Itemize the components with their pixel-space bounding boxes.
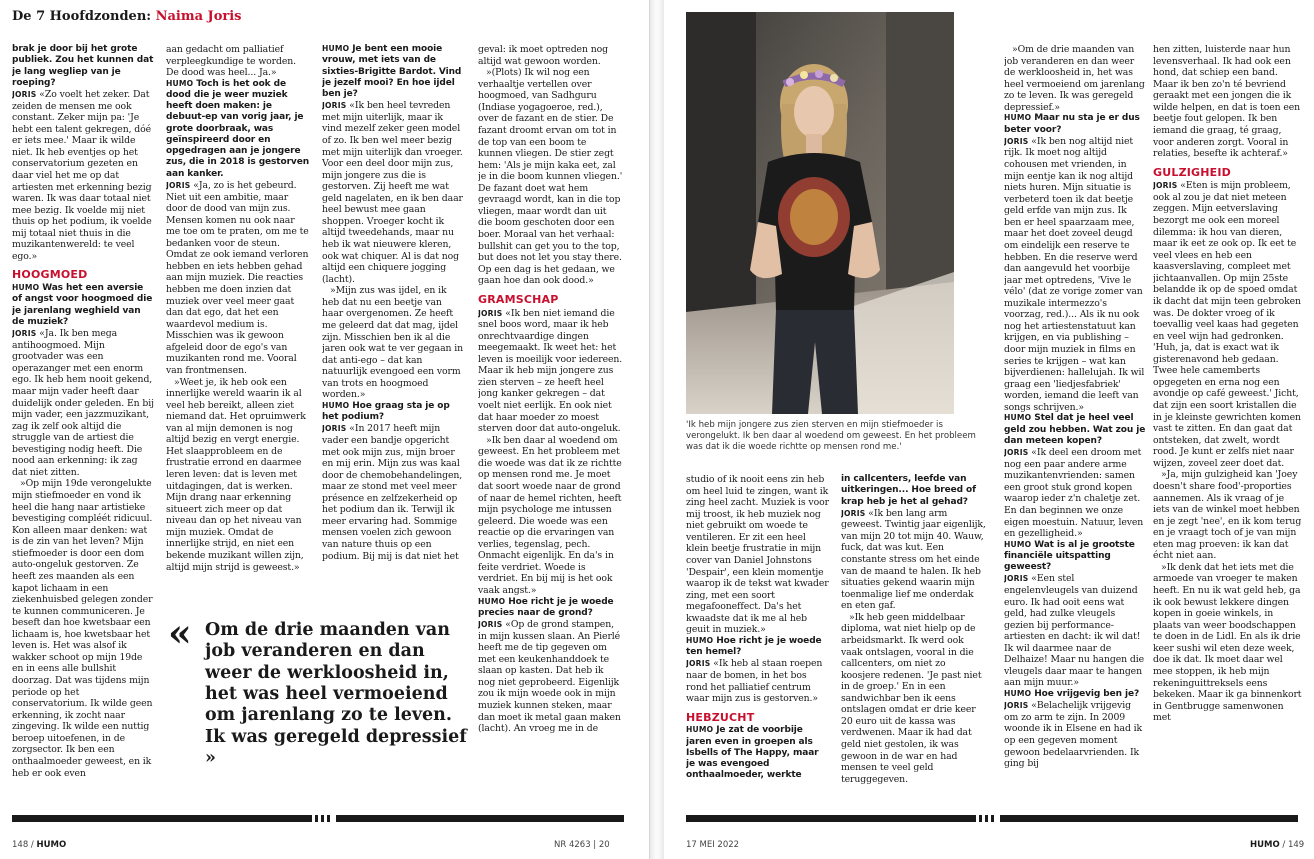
speaker-label: JORIS [478, 308, 506, 318]
body-paragraph [841, 612, 987, 785]
header-name: Naima Joris [155, 9, 242, 24]
body-paragraph [12, 478, 154, 779]
speaker-label: JORIS [322, 424, 350, 434]
paragraph-text: «Op de grond stampen, in mijn kussen slaan. An Pierlé heeft me de tip gegeven om met een keukenhanddoek te slaan op kasten. Dat heb ik nog niet geprobeerd. Eigenlijk zou ik mijn woede ook in mijn muziek kunnen steken, maar dan moet ik metal gaan maken (lacht). An vroeg me in de [478, 619, 621, 735]
body-paragraph [322, 100, 465, 285]
folio-page-number: 148 / [12, 840, 37, 850]
folio-issue-text: NR 4263 | 20 [554, 840, 610, 850]
pullquote [205, 620, 473, 769]
body-paragraph [478, 619, 623, 735]
speaker-label: JORIS [1004, 136, 1032, 146]
interview-question [166, 79, 309, 180]
speaker-label: HUMO [1004, 413, 1035, 423]
text-column-2 [166, 44, 309, 604]
speaker-label: JORIS [1004, 448, 1032, 458]
paragraph-text: »Ik ben daar al woedend om geweest. En het probleem met die woede was dat ik ze richtte op mensen rond me. Je moet dat soort woede naar de grond of naar de hemel richten, heeft mijn psychologe me intussen geleerd. Die woede was een reactie op die ervaringen van verlies, tegenslag, pech. Onmacht eigenlijk. En da's in feite verdriet. Woede is verdriet. En bij mij is het ook vaak angst.» [478, 434, 622, 596]
text-column-1 [12, 44, 154, 812]
paragraph-text: «Ik deel een droom met nog een paar andere arme muzikantenvrienden: samen een groot stuk grond kopen waarop ieder z'n chaletje zet. En dan beginnen we onze eigen moestuin. Natuur, leven en gezelligheid.» [1004, 447, 1144, 540]
folio-date-text: 17 MEI 2022 [686, 840, 740, 850]
speaker-label: JORIS [1153, 181, 1181, 191]
body-paragraph [1153, 180, 1303, 469]
speaker-label: HUMO [686, 725, 717, 735]
paragraph-text: Was het een aversie of angst voor hoogmoed die je jarenlang weghield van de muziek? [12, 283, 153, 327]
interview-question [686, 636, 829, 659]
text-column-5 [1004, 44, 1146, 812]
folio-issue [554, 840, 610, 850]
speaker-label: JORIS [1004, 701, 1032, 711]
speaker-label: JORIS [841, 508, 869, 518]
paragraph-text: «Een stel engelenvleugels van duizend euro. Ik had ooit eens wat geld, had zulke vleugels gezien bij performance-artiesten en dacht: ik wil dat! Ik wil daarmee naar de Delhaize! Maar nu hangen die vleugels daar maar te hangen aan mijn muur.» [1004, 573, 1144, 689]
speaker-label: HUMO [686, 635, 717, 645]
paragraph-text: Je bent een mooie vrouw, met iets van de sixties-Brigitte Bardot. Vind je jezelf mooi? En hoe ijdel ben je? [322, 44, 462, 99]
paragraph-text: Wat is al je grootste financiële uitspatting geweest? [1004, 539, 1135, 573]
paragraph-text: Hoe richt je je woede precies naar de grond? [478, 596, 614, 618]
interview-question [1004, 689, 1146, 700]
paragraph-text: »Om de drie maanden van job veranderen en dan weer de werkloosheid in, het was heel vermoeiend om jarenlang zo te leven. Ik was geregeld depressief.» [1004, 44, 1145, 113]
speaker-label: HUMO [322, 44, 353, 53]
interview-question [322, 44, 465, 100]
interview-question [1004, 113, 1146, 136]
body-paragraph [1153, 562, 1303, 724]
paragraph-text: Hoe vrijgevig ben je? [1034, 689, 1140, 699]
speaker-label: JORIS [166, 180, 194, 190]
text-column-8 [841, 474, 987, 812]
body-paragraph [322, 285, 465, 401]
portrait-photo [686, 12, 954, 414]
speaker-label: HUMO [1004, 113, 1035, 123]
body-paragraph [478, 435, 623, 597]
paragraph-text: Stel dat je heel veel geld zou hebben. Wat zou je dan meteen kopen? [1004, 413, 1146, 446]
folio-date [686, 840, 739, 850]
paragraph-text: «Zo voelt het zeker. Dat zeiden de mensen me ook constant. Zeker mijn pa: 'Je hebt een talent gekregen, dóé er iets mee.' Maar ik wilde niet. Ik heb eventjes op het conservatorium gezeten en daar viel het me op dat artiesten met erkenning bezig waren. Ik was daar totaal niet mee bezig. Ik voelde mij niet thuis op het podium, ik voelde mij totaal niet thuis in die muzikantenwereld: te veel ego.» [12, 89, 152, 262]
folio-right [1250, 840, 1304, 850]
left-page [0, 0, 650, 859]
page-gutter [650, 0, 664, 859]
portrait-illustration [686, 12, 954, 414]
body-paragraph [1004, 44, 1146, 113]
paragraph-text: in callcenters, leefde van uitkeringen... Hoe breed of krap heb je het al gehad? [841, 474, 976, 507]
interview-question [322, 401, 465, 424]
body-paragraph [686, 474, 829, 636]
interview-question [686, 725, 829, 781]
paragraph-text: »Ik heb geen middelbaar diploma, wat niet hielp op de arbeidsmarkt. Ik werd ook vaak ontslagen, vooral in die callcenters, om niet zo koosjere redenen. 'Je past niet in de groep.' En in een sandwichbar ben ik eens ontslagen omdat er drie keer 20 euro uit de kassa was verdwenen. Maar ik had dat geld niet gestolen, ik was gewoon in de war en had mensen te veel geld teruggegeven. [841, 611, 982, 785]
body-paragraph [166, 44, 309, 79]
interview-question [841, 474, 987, 508]
interview-question [1004, 540, 1146, 574]
pullquote-mark: « [168, 610, 192, 655]
paragraph-text: »Weet je, ik heb ook een innerlijke wereld waarin ik al veel heb bereikt, alleen ziet niemand dat. Het opruimwerk van al mijn demonen is nog altijd bezig en vergt energie. Het slaapprobleem en de frustratie errond en daarmee leren leven: dat is leven met uitdagingen, dat is werken. Mijn drang naar erkenning situeert zich meer op dat niveau dan op het niveau van mijn muziek. Omdat de innerlijke strijd, en niet een bekende muzikant willen zijn, altijd mijn strijd is geweest.» [166, 376, 306, 573]
pullquote-text: Om de drie maanden van job veranderen en dan weer de werkloosheid in, het was heel vermoeiend om jarenlang zo te leven. Ik was geregeld depressief » [205, 620, 467, 769]
body-paragraph [686, 658, 829, 704]
section-heading: GRAMSCHAP [478, 292, 559, 306]
text-column-7 [686, 474, 829, 812]
paragraph-text: «Eten is mijn probleem, ook al zou je dat niet meteen zeggen. Mijn eetverslaving bezorgt me ook een moreel dilemma: ik hou van dieren, maar ik eet ze ook op. Ik eet te veel vlees en heb een kaasverslaving, compleet met jichtaanvallen. Op mijn 25ste belandde ik op de spoed omdat ik dacht dat mijn teen gebroken was. De dokter vroeg of ik toevallig veel kaas had gegeten en veel wijn had gedronken. 'Huh, ja, dat is exact wat ik gisterenavond heb gedaan. Twee hele camemberts opgegeten en erna nog een avondje op café geweest.' Jicht, dat zijn een soort kristallen die in je kleinste gewrichten komen vast te zitten. En dan gaat dat ontsteken, dat zwelt, wordt rood. Je kunt er zelfs niet naar wijzen, zoveel zeer doet dat. [1153, 180, 1301, 469]
body-paragraph [322, 423, 465, 562]
speaker-label: JORIS [1004, 574, 1032, 584]
body-paragraph [166, 377, 309, 574]
section-heading: HEBZUCHT [686, 710, 755, 724]
body-paragraph [12, 328, 154, 478]
paragraph-text: aan gedacht om palliatief verpleegkundige te worden. De dood was heel... Ja.» [166, 44, 297, 79]
speaker-label: JORIS [12, 90, 40, 99]
body-paragraph [478, 308, 623, 435]
paragraph-text: «Ik ben lang arm geweest. Twintig jaar eigenlijk, van mijn 20 tot mijn 40. Wauw, fuck, dat was kut. Een constante stress om het einde van de maand te halen. Ik heb situaties gekend waarin mijn toenmalige lief me onderdak en eten gaf. [841, 507, 986, 612]
speaker-label: JORIS [686, 659, 714, 669]
body-paragraph [478, 44, 623, 67]
speaker-label: JORIS [322, 101, 350, 111]
footer-rule [12, 815, 624, 822]
speaker-label: JORIS [12, 329, 40, 339]
paragraph-text: brak je door bij het grote publiek. Zou het kunnen dat je lang wegliep van je roeping? [12, 44, 154, 88]
paragraph-text: «Ik ben niet iemand die snel boos word, maar ik heb onrechtvaardige dingen meegemaakt. Ik weet het: het leven is moeilijk voor iedereen. Maar ik heb mijn jongere zus zien sterven – ze heeft heel jong kanker gekregen – dat voelt niet eerlijk. En ook niet dat haar moeder zo moest sterven door dat auto-ongeluk. [478, 307, 623, 435]
body-paragraph [478, 67, 623, 287]
section-heading: HOOGMOED [12, 268, 88, 282]
paragraph-text: »Ja, mijn gulzigheid kan 'Joey doesn't share food'-proporties aannemen. Als ik vraag of je iets van de winkel moet hebben en je zegt 'nee', en ik kom terug en je vraagt toch of je van mijn eten mag proeven: ik kan dat écht niet aan. [1153, 469, 1302, 562]
speaker-label: HUMO [166, 78, 197, 88]
paragraph-text: «Ja, zo is het gebeurd. Niet uit een ambitie, maar door de dood van mijn zus. Mensen komen nu ook naar me toe om te praten, om me te bedanken voor de steun. Omdat ze ook iemand verloren hebben en iets hebben gehad aan mijn muziek. Die reacties hebben me doen inzien dat muziek over veel meer gaat dan dat ego, dat het een waardevol medium is. Misschien was ik gewoon afgeleid door de ego's van muzikanten rond me. Vooral van frontmensen. [166, 179, 309, 376]
interview-question [12, 283, 154, 328]
body-paragraph [1004, 573, 1146, 689]
paragraph-text: »Ik denk dat het iets met die armoede van vroeger te maken heeft. En nu ik wat geld heb, ga ik ook bewust lekkere dingen kopen in goeie winkels, in plaats van weer boodschappen te doen in de Lidl. En als ik drie keer sushi wil eten deze week, doe ik dat. Ik moet daar wel mee stoppen, ik heb mijn rekeninguittreksels eens bekeken. Maar ik ga binnenkort in Gentbrugge samenwonen met [1153, 561, 1302, 724]
folio-page-number-right: / 149 [1279, 840, 1305, 850]
paragraph-text: »Mijn zus was ijdel, en ik heb dat nu een beetje van haar overgenomen. Ze heeft me geleerd dat dat mag, ijdel zijn. Misschien ben ik al die jaren ook wat te ver gegaan in dat anti-ego – dat kan natuurlijk evengoed een vorm van trots en hoogmoed worden.» [322, 285, 464, 401]
paragraph-text: Je zat de voorbije jaren even in groepen als Isbells of The Happy, maar je was evengoed onthaalmoeder, werkte [686, 725, 819, 781]
paragraph-text: Maar nu sta je er dus beter voor? [1004, 113, 1140, 135]
paragraph-text: «Ja. Ik ben mega antihoogmoed. Mijn grootvader was een operazanger met een enorm ego. Ik heb hem nooit gekend, maar mijn vader heeft daar duidelijk onder geleden. En bij mijn vader, een jazzmuzikant, zag ik zelf ook altijd die struggle van de artiest die bevestiging nodig heeft. Die nood aan erkenning: ik zag dat niet zitten. [12, 328, 154, 478]
interview-question [1004, 413, 1146, 447]
text-column-3 [322, 44, 465, 604]
paragraph-text: «Ik ben nog altijd niet rijk. Ik moet nog altijd cohousen met vrienden, in mijn eentje kan ik nog altijd niets huren. Mijn situatie is verbeterd toen ik dat beetje geld erfde van mijn zus. Ik ben er heel spaarzaam mee, maar het doet zoveel deugd om eindelijk een reserve te hebben. En die reserve werd dan aangevuld het voorbije jaar met optredens, 'Vive le vélo' (dat ze vorige zomer van muzikale intermezzo's voorzag, red.)... Als ik nu ook nog het artiestenstatuut kan krijgen, en via publishing – door mijn muziek in films en series te krijgen – wat kan bijverdienen: hallelujah. Ik wil graag een 'liedjesfabriek' worden, iemand die leeft van songs schrijven.» [1004, 135, 1145, 413]
interview-question [12, 44, 154, 89]
body-paragraph [1004, 447, 1146, 540]
text-column-6 [1153, 44, 1303, 812]
paragraph-text: »Op mijn 19de verongelukte mijn stiefmoeder en vond ik heel die hang naar artistieke bevestiging compléét ridicuul. Kon alleen maar denken: wat is de zin van het leven? Mijn stiefmoeder is door een dom auto-ongeluk gestorven. Ze heeft zes maanden als een kapot lichaam in een ziekenhuisbed gelegen zonder te kunnen communiceren. Je beseft dan hoe kwetsbaar een lichaam is, hoe kwetsbaar het leven is. Het was alsof ik wakker schoot op mijn 19de en in eens alle bullshit doorzag. Dat was tijdens mijn periode op het conservatorium. Ik wilde geen erkenning, ik zocht naar zingeving. Ik wilde een nuttig beroep uitoefenen, in de zorgsector. Ik ben een onthaalmoeder geweest, en ik heb er ook even [12, 478, 153, 779]
paragraph-text: «Ik ben heel tevreden met mijn uiterlijk, maar ik vind mezelf zeker geen model of zo. Ik ben wel meer bezig met mijn uiterlijk dan vroeger. Voor een deel door mijn zus, mijn jongere zus die is gestorven. Zij heeft me wat geld nagelaten, en ik ben daar heel bewust mee gaan shoppen. Vroeger kocht ik altijd tweedehands, maar nu heb ik wat nieuwere kleren, ook wat chiquer. Al is dat nog altijd een chiquere jogging (lacht). [322, 100, 463, 285]
speaker-label: HUMO [478, 596, 509, 606]
body-paragraph [1004, 700, 1146, 769]
paragraph-text: «In 2017 heeft mijn vader een bandje opgericht met ook mijn zus, mijn broer en mij erin. Mijn zus was kaal door de chemobehandelingen, maar ze stond met veel meer présence en zelfzekerheid op het podium dan ik. Terwijl ik meer ervaring had. Sommige mensen voelen zich gewoon van nature thuis op een podium. Bij mij is dat niet het [322, 423, 463, 562]
body-paragraph [1153, 469, 1303, 562]
folio-brand-right: HUMO [1250, 840, 1280, 850]
section-header [12, 9, 241, 24]
body-paragraph [166, 180, 309, 377]
body-paragraph [841, 508, 987, 612]
speaker-label: HUMO [1004, 689, 1035, 698]
paragraph-text: «Belachelijk vrijgevig om zo arm te zijn. In 2009 woonde ik in Elsene en had ik op een gegeven moment gewoon bedelaarvrienden. Ik ging bij [1004, 700, 1143, 770]
photo-caption: 'Ik heb mijn jongere zus zien sterven en mijn stiefmoeder is verongelukt. Ik ben daar al woedend om geweest. En het probleem was dat ik die woede richtte op mensen rond me.' [686, 420, 976, 452]
body-paragraph [1004, 136, 1146, 414]
paragraph-text: geval: ik moet optreden nog altijd wat gewoon worden. [478, 44, 608, 67]
paragraph-text: Toch is het ook de dood die je weer muziek heeft doen maken: je debuut-ep van vorig jaar, je grote doorbraak, was geïnspireerd door en opgedragen aan je jongere zus, die in 2018 is gestorven aan kanker. [166, 78, 309, 179]
paragraph-text: »(Plots) Ik wil nog een verhaaltje vertellen over hoogmoed, van Sadhguru (Indiase yogagoeroe, red.), over de fazant en de stier. De fazant droomt ervan om tot in de top van een boom te kunnen vliegen. De stier zegt hem: 'Als je mijn kaka eet, zal je in die boom kunnen vliegen.' De fazant doet wat hem gevraagd wordt, kan in die top vliegen, maar wordt dan uit die boom geschoten door een boer. Moraal van het verhaal: bullshit can get you to the top, but does not let you stay there. Op een dag is het gedaan, we gaan hoe dan ook dood.» [478, 67, 623, 287]
text-column-4 [478, 44, 623, 812]
folio-left [12, 840, 66, 850]
paragraph-text: «Ik heb al staan roepen naar de bomen, in het bos rond het palliatief centrum waar mijn zus is gestorven.» [686, 658, 823, 705]
body-paragraph [1153, 44, 1303, 160]
speaker-label: HUMO [1004, 539, 1035, 549]
paragraph-text: studio of ik nooit eens zin heb om heel luid te zingen, want ik zing heel zacht. Muziek is voor mij troost, ik heb muziek nog niet gebruikt om woede te ventileren. Er zit een heel klein beetje frustratie in mijn cover van Daniel Johnstons 'Despair', een klein momentje waarop ik de tekst wat kwader zing, met een soort megafooneffect. Da's het kwaadste dat ik me al heb geuit in muziek.» [686, 474, 829, 636]
folio-brand: HUMO [36, 840, 67, 850]
footer-rule-right [686, 815, 1298, 822]
speaker-label: HUMO [12, 283, 43, 293]
paragraph-text: Hoe graag sta je op het podium? [322, 400, 450, 423]
speaker-label: HUMO [322, 400, 353, 410]
speaker-label: JORIS [478, 620, 506, 630]
paragraph-text: Hoe richt je je woede ten hemel? [686, 635, 822, 658]
section-heading: GULZIGHEID [1153, 165, 1232, 179]
paragraph-text: hen zitten, luisterde naar hun levensverhaal. Ik had ook een hond, dat schiep een band. Maar ik ben zo'n té bevriend geraakt met een jongen die ik wilde helpen, en dat is toen een beetje fout gelopen. Ik ben iemand die graag, té graag, voor anderen zorgt. Vooral in relaties, besefte ik achteraf.» [1153, 44, 1301, 160]
header-prefix: De 7 Hoofdzonden: [12, 9, 156, 24]
body-paragraph [12, 89, 154, 262]
interview-question [478, 597, 623, 620]
